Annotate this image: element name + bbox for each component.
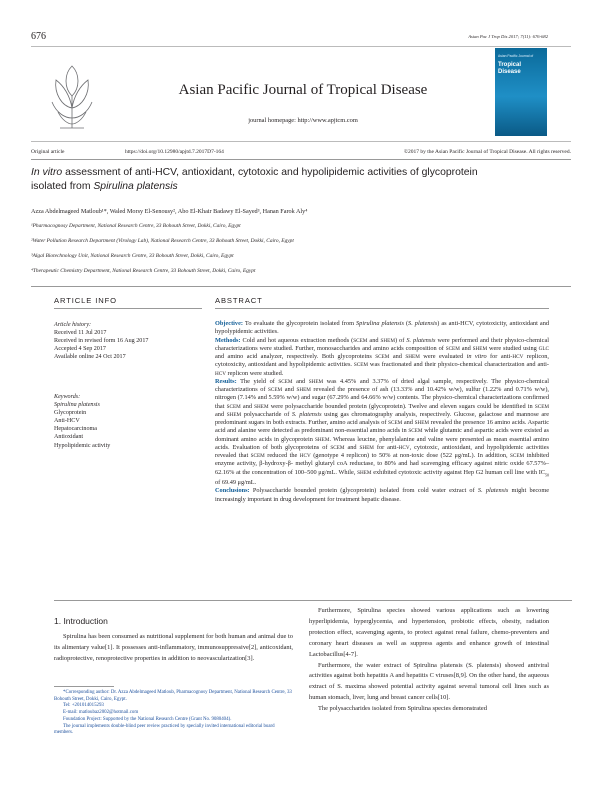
keyword-item: Spirulina platensis [54, 402, 100, 409]
intro-paragraph-3: Furthermore, the water extract of Spirulina platensis (S. platensis) showed antiviral activities against both hepatitis A and hepatitis C viruses[8,9]. On the other hand, the aqueous extract of S. maxima showed potential activity against several tumoral cell lines such as human stomach, liver, lung and breast cancer cells[10]. [309, 661, 549, 702]
publisher-logo-icon [34, 50, 110, 138]
keyword-item: Hepatocarcinoma [54, 426, 97, 433]
affiliation-4: ⁴Therapeutic Chemistry Department, National Research Centre, 33 Bohouth Street, Dokki, Cairo, Egypt [31, 268, 256, 274]
running-head: Asian Pac J Trop Dis 2017; 7(11): 676-682 [468, 34, 548, 39]
history-online: Available online 24 Oct 2017 [54, 354, 126, 361]
history-accepted: Accepted 4 Sep 2017 [54, 346, 106, 353]
history-label: Article history: [54, 322, 92, 328]
divider [54, 308, 202, 309]
section-heading-introduction: 1. Introduction [54, 616, 108, 626]
journal-title: Asian Pacific Journal of Tropical Disease [178, 82, 428, 98]
title-species: Spirulina platensis [93, 181, 178, 192]
publisher-logo [34, 50, 110, 138]
intro-paragraph-2: Furthermore, Spirulina species showed various applications such as lowering hyperlipidemia, hyperglycemia, and hypertension, probiotic effects, obesity, radiation protection effect, scavenging agents, to protect against renal failure, chemo-preventers and coronary heart diseases as well as suppress agents and enhance growth of intestinal Lactobacillus[4-7]. [309, 607, 549, 658]
footnote-divider [54, 686, 114, 687]
page-number: 676 [31, 31, 46, 42]
article-history [54, 321, 148, 361]
keywords-label: Keywords: [54, 394, 81, 400]
results-label: Results: [215, 377, 237, 385]
article-type: Original article [31, 149, 65, 155]
footnote-email: E-mail: matloubaz2002@hotmail.com [63, 710, 139, 716]
doi-link[interactable]: https://doi.org/10.12980/apjtd.7.2017D7-164 [125, 149, 224, 155]
methods-label: Methods: [215, 336, 241, 344]
affiliation-3: ³Algal Biotechnology Unit, National Research Centre, 33 Bohouth Street, Dokki, Cairo, Egypt [31, 253, 234, 259]
copyright: ©2017 by the Asian Pacific Journal of Tropical Disease. All rights reserved. [403, 149, 571, 155]
author-list: Azza Abdelmageed Matloub¹*, Waled Morsy El-Senousy², Abo El-Khair Badawy El-Sayed³, Hanan Farok Aly⁴ [31, 208, 308, 215]
keyword-item: Antioxidant [54, 434, 84, 441]
affiliation-1: ¹Pharmacognosy Department, National Research Centre, 33 Bohouth Street, Dokki, Cairo, Egypt [31, 223, 241, 229]
keywords [54, 393, 110, 450]
divider [31, 159, 571, 160]
footnote-block [54, 690, 293, 737]
divider [31, 286, 571, 287]
footnote-review: The journal implements double-blind peer review practiced by specially invited international editorial board members. [54, 723, 275, 736]
footnote-tel: Tel: +201014015293 [63, 703, 104, 709]
conclusions-label: Conclusions: [215, 487, 250, 495]
objective-label: Objective: [215, 320, 243, 327]
divider [215, 308, 549, 309]
intro-paragraph-4: The polysaccharides isolated from Spirulina species demonstrated [318, 705, 487, 713]
affiliation-2: ²Water Pollution Research Department (Virology Lab), National Research Centre, 33 Bohouth Street, Dokki, Cairo, Egypt [31, 238, 294, 244]
intro-column-left [54, 632, 293, 665]
keyword-item: Anti-HCV [54, 418, 80, 425]
title-italic: In vitro [31, 167, 63, 178]
history-revised: Received in revised form 16 Aug 2017 [54, 338, 149, 345]
divider [54, 600, 572, 601]
intro-column-right [309, 606, 549, 715]
article-info-heading: ARTICLE INFO [54, 296, 117, 305]
article-title [31, 166, 571, 194]
cover-title: Tropical Disease [498, 62, 522, 75]
title-text-1: assessment of anti-HCV, antioxidant, cytotoxic and hypolipidemic activities of glycoprotein [62, 167, 478, 178]
history-received: Received 11 Jul 2017 [54, 330, 107, 337]
footnote-corresponding: *Corresponding author: Dr. Azza Abdelmageed Matloub, Pharmacognosy Department, National Research Centre, 33 Bohouth Street, Dokki, Cairo, Egypt. [54, 690, 292, 702]
journal-homepage: journal homepage: http://www.apjtcm.com [248, 117, 358, 124]
title-text-2: isolated from [31, 181, 94, 192]
keyword-item: Glycoprotein [54, 410, 87, 417]
cover-subtitle: Asian Pacific Journal of [498, 54, 534, 58]
keyword-item: Hypolipidemic activity [54, 442, 111, 449]
footnote-foundation: Foundation Project: Supported by the National Research Centre (Grant No. 9080404). [63, 716, 232, 722]
abstract-body: Objective: To evaluate the glycoprotein isolated from Spirulina platensis (S. platensis) as anti-HCV, cytotoxicity, antioxidant and hypolypidemic activities. Methods: Cold and hot aqueous extraction methods (SCEM and SHEM) of S. platensis were performed and their physico-chemical characterizations were studied. Further, monosaccharides and amino acids composition of SCEM and SHEM were studied using GLC and amino acid analyzer, respectively. Both glycoproteins SCEM and SHEM were evaluated in vitro for anti-HCV replicon, cytotoxicity, antioxidant and hypolipidemic activities. SCEM was fractionated and their physico-chemical characterization and anti-HCV replicon were studied. Results: The yield of SCEM and SHEM was 4.45% and 3.37% of dried algal sample, respectively. The physico-chemical characterizations of SCEM and SHEM revealed the presence of ash (13.33% and 10.42% w/w), sulfur (1.22% and 0.71% w/w), nitrogen (7.14% and 5.59% w/w) and sugar (67.29% and 64.66% w/w) contents. The physico-chemical characterizations confirmed that SCEM and SHEM were polysaccharide bounded protein (glycoprotein). Twelve and eleven sugars could be identified in SCEM and SHEM polysaccharide of S. platensis using gas chromatography analysis, respectively. Glucose, galactose and mannose are predominant sugars in both extracts. Further, amino acid analysis of SCEM and SHEM revealed the presence 16 amino acids. Aspartic acid and alanine were detected as predominant non-essential amino acids in SCEM while glutamic and aspartic acids were existed as dominant amino acids in glycoprotein SHEM. Whereas leucine, phenylalanine and valine were presented as mean essential amino acids. Evaluation of both glycoproteins of SCEM and SHEM for anti-HCV, cytotoxic, antioxidant, and hypolipidemic activities revealed that SCEM reduced the HCV (genotype 4 replicon) to 50% at non-toxic dose (522 μg/mL). In addition, SCEM inhibited enzyme activity, β-hydroxy-β- methyl glutaryl coA reductase, to 80% and had scavenging efficacy against nitric oxide 67.57%–62.16% at the concentration of 100–500 μg/mL. While, SHEM exhibited cytotoxic activity against Hep G2 human cell line with $IC_{50}$ of 69.49 μg/mL. Conclusions: Polysaccharide bounded protein (glycoprotein) isolated from cold water extract of S. platensis might become increasingly important in drug development for treatment hepatic disease. [215, 320, 550, 503]
abstract-heading: ABSTRACT [215, 296, 263, 305]
intro-paragraph-1: Spirulina has been consumed as nutritional supplement for both human and animal due to its alimentary value[1]. It possesses anti-inflammatory, immunosuppressive[2], anticoxidant, radioprotective, renoprotective properties in addition to neovascularization[3]. [54, 633, 293, 662]
